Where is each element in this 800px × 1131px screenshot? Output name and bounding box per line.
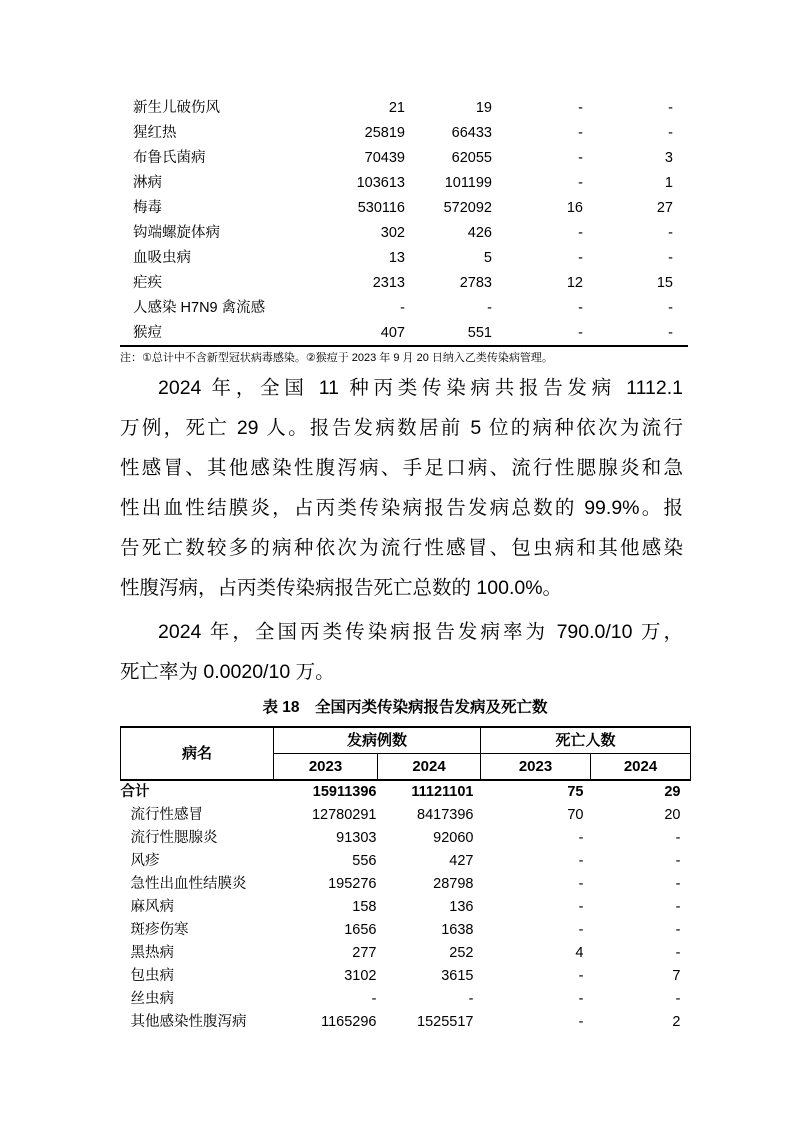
cases-2023-cell: 277	[352, 945, 377, 961]
disease-name-cell: 钩端螺旋体病	[133, 225, 220, 241]
cases-2024-cell: 136	[449, 899, 474, 915]
cases-2024-cell: 426	[467, 225, 492, 241]
table-bottom-rule	[120, 345, 688, 347]
cases-2023-cell: 158	[352, 899, 377, 915]
cases-2024-cell: 3615	[441, 968, 474, 984]
deaths-2024-cell: -	[668, 250, 673, 266]
table-row	[121, 873, 691, 896]
cases-2023-cell: 302	[380, 225, 405, 241]
total-row	[121, 780, 691, 804]
deaths-2023-cell: -	[578, 175, 583, 191]
paragraph-line: 死亡率为 0.0020/10 万。	[120, 661, 335, 683]
paragraph-class-c-rates	[120, 612, 683, 692]
deaths-2024-cell: 15	[656, 275, 673, 291]
paragraph-line: 万例，死亡 29 人。报告发病数居前 5 位的病种依次为流行	[120, 417, 683, 439]
class-b-table-body	[120, 96, 673, 346]
paragraph-line: 性腹泻病，占丙类传染病报告死亡总数的 100.0%。	[120, 577, 563, 599]
disease-name-cell: 其他感染性腹泻病	[130, 1014, 247, 1030]
cases-2023-cell: 2313	[372, 275, 405, 291]
deaths-2023-cell: -	[578, 150, 583, 166]
cases-2023-cell: 25819	[364, 125, 405, 141]
paragraph-line: 2024 年，全国丙类传染病报告发病率为 790.0/10 万，	[158, 621, 683, 643]
deaths-2024-cell: -	[675, 830, 681, 846]
deaths-2024-cell: -	[668, 225, 673, 241]
deaths-2023-cell: -	[578, 876, 584, 892]
deaths-2023-cell: 75	[567, 784, 584, 800]
table-footnote: 注：①总计中不含新型冠状病毒感染。②猴痘于 2023 年 9 月 20 日纳入乙类传染病管理。	[120, 352, 553, 364]
cases-2023-cell: 407	[380, 325, 405, 341]
cases-2024-cell: 1638	[441, 922, 474, 938]
cases-2024-cell: 572092	[443, 200, 492, 216]
cases-2023-cell: 3102	[344, 968, 377, 984]
disease-name-cell: 流行性腮腺炎	[130, 830, 218, 846]
table-row	[121, 850, 691, 873]
table-row	[121, 988, 691, 1011]
deaths-2023-cell: 70	[567, 807, 584, 823]
deaths-2024-cell: 27	[656, 200, 673, 216]
deaths-2024-cell: -	[668, 300, 673, 316]
cases-2023-cell: 13	[388, 250, 405, 266]
table18-body	[121, 780, 691, 804]
table-row	[120, 321, 673, 346]
cases-2024-cell: 2783	[459, 275, 492, 291]
cases-2024-cell: 551	[467, 325, 492, 341]
cases-2023-cell: 556	[352, 853, 377, 869]
deaths-2024-cell: 29	[664, 784, 681, 800]
cases-2023-cell: 1165296	[321, 1014, 377, 1030]
cases-2023-cell: 15911396	[312, 784, 377, 800]
table-row	[120, 96, 673, 121]
disease-name-cell: 淋病	[133, 175, 162, 191]
deaths-2023-cell: -	[578, 250, 583, 266]
cases-2024-cell: 252	[449, 945, 474, 961]
cases-2024-cell: 11121101	[411, 784, 474, 800]
deaths-2023-cell: -	[578, 968, 584, 984]
table18-class-c-diseases	[120, 726, 691, 1034]
deaths-2024-cell: 20	[664, 807, 681, 823]
table-row	[120, 246, 673, 271]
disease-name-cell: 猴痘	[133, 325, 162, 341]
paragraph-line: 性感冒、其他感染性腹泻病、手足口病、流行性腮腺炎和急	[120, 457, 683, 479]
deaths-2024-cell: -	[675, 991, 681, 1007]
deaths-2023-cell: -	[578, 853, 584, 869]
deaths-2024-cell: 2	[672, 1014, 681, 1030]
deaths-2023-cell: -	[578, 125, 583, 141]
deaths-2024-cell: 3	[664, 150, 673, 166]
table-row	[121, 827, 691, 850]
disease-name-cell: 斑疹伤寒	[130, 922, 189, 938]
cases-2024-cell: -	[487, 300, 492, 316]
cases-2023-cell: 70439	[364, 150, 405, 166]
cases-2023-cell: 21	[388, 100, 405, 116]
table-row	[121, 896, 691, 919]
cases-2024-cell: 427	[449, 853, 474, 869]
cases-2024-cell: 66433	[451, 125, 492, 141]
cases-2024-cell: 28798	[433, 876, 474, 892]
paragraph-class-c-summary	[120, 368, 683, 608]
table-row	[121, 804, 691, 827]
deaths-2023-cell: -	[578, 1014, 584, 1030]
table-row	[121, 965, 691, 988]
column-header-cases-2024: 2024	[378, 754, 481, 781]
column-header-deaths-2023: 2023	[481, 754, 591, 781]
cases-2024-cell: 92060	[433, 830, 474, 846]
cases-2023-cell: 103613	[356, 175, 405, 191]
deaths-2024-cell: -	[675, 945, 681, 961]
column-group-cases: 发病例数	[274, 727, 481, 754]
deaths-2023-cell: -	[578, 899, 584, 915]
cases-2023-cell: 12780291	[311, 807, 377, 823]
table-row	[121, 919, 691, 942]
table-row	[120, 171, 673, 196]
cases-2023-cell: -	[371, 991, 377, 1007]
table-row	[120, 146, 673, 171]
disease-name-cell: 急性出血性结膜炎	[130, 876, 247, 892]
deaths-2023-cell: -	[578, 830, 584, 846]
cases-2023-cell: 195276	[328, 876, 377, 892]
deaths-2024-cell: 7	[672, 968, 681, 984]
table-row	[121, 1011, 691, 1034]
disease-name-cell: 人感染 H7N9 禽流感	[133, 300, 266, 316]
disease-name-cell: 疟疾	[133, 275, 162, 291]
disease-name-cell: 猩红热	[133, 125, 177, 141]
disease-name-cell: 梅毒	[133, 200, 162, 216]
deaths-2023-cell: -	[578, 300, 583, 316]
deaths-2024-cell: -	[675, 853, 681, 869]
disease-name-cell: 合计	[120, 784, 150, 800]
table18-caption: 表 18 全国丙类传染病报告发病及死亡数	[262, 699, 548, 716]
deaths-2024-cell: -	[675, 899, 681, 915]
paragraph-line: 性出血性结膜炎，占丙类传染病报告发病总数的 99.9%。报	[120, 497, 683, 519]
table-row	[120, 196, 673, 221]
column-header-deaths-2024: 2024	[591, 754, 691, 781]
deaths-2024-cell: -	[668, 325, 673, 341]
cases-2023-cell: 530116	[357, 200, 405, 216]
column-header-cases-2023: 2023	[274, 754, 378, 781]
table-row	[120, 221, 673, 246]
deaths-2023-cell: 12	[566, 275, 583, 291]
cases-2024-cell: -	[468, 991, 474, 1007]
disease-name-cell: 黑热病	[130, 945, 174, 961]
table-row	[121, 942, 691, 965]
paragraph-line: 2024 年，全国 11 种丙类传染病共报告发病 1112.1	[158, 377, 683, 399]
column-header-disease: 病名	[121, 727, 274, 780]
disease-name-cell: 布鲁氏菌病	[133, 150, 206, 166]
cases-2023-cell: -	[400, 300, 405, 316]
table18-header	[121, 727, 691, 780]
deaths-2023-cell: -	[578, 225, 583, 241]
deaths-2024-cell: 1	[664, 175, 673, 191]
disease-name-cell: 血吸虫病	[133, 250, 191, 266]
deaths-2023-cell: 4	[575, 945, 584, 961]
disease-name-cell: 风疹	[130, 853, 160, 869]
cases-2023-cell: 1656	[344, 922, 377, 938]
disease-name-cell: 新生儿破伤风	[133, 100, 220, 116]
deaths-2023-cell: -	[578, 325, 583, 341]
cases-2024-cell: 19	[475, 100, 492, 116]
deaths-2024-cell: -	[668, 100, 673, 116]
cases-2024-cell: 8417396	[417, 807, 474, 823]
paragraph-line: 告死亡数较多的病种依次为流行性感冒、包虫病和其他感染	[120, 537, 683, 559]
class-b-table-continuation	[120, 96, 673, 346]
cases-2024-cell: 1525517	[417, 1014, 474, 1030]
deaths-2024-cell: -	[675, 876, 681, 892]
deaths-2024-cell: -	[668, 125, 673, 141]
cases-2024-cell: 62055	[451, 150, 492, 166]
deaths-2024-cell: -	[675, 922, 681, 938]
deaths-2023-cell: -	[578, 922, 584, 938]
disease-name-cell: 麻风病	[130, 899, 174, 915]
deaths-2023-cell: -	[578, 100, 583, 116]
cases-2023-cell: 91303	[336, 830, 377, 846]
table-row	[120, 296, 673, 321]
cases-2024-cell: 101199	[444, 175, 492, 191]
table18-disease-rows	[121, 804, 691, 1034]
deaths-2023-cell: 16	[566, 200, 583, 216]
column-group-deaths: 死亡人数	[481, 727, 691, 754]
deaths-2023-cell: -	[578, 991, 584, 1007]
disease-name-cell: 包虫病	[130, 968, 174, 984]
table-row	[120, 271, 673, 296]
disease-name-cell: 丝虫病	[130, 991, 174, 1007]
cases-2024-cell: 5	[483, 250, 492, 266]
disease-name-cell: 流行性感冒	[130, 807, 203, 823]
table-row	[120, 121, 673, 146]
